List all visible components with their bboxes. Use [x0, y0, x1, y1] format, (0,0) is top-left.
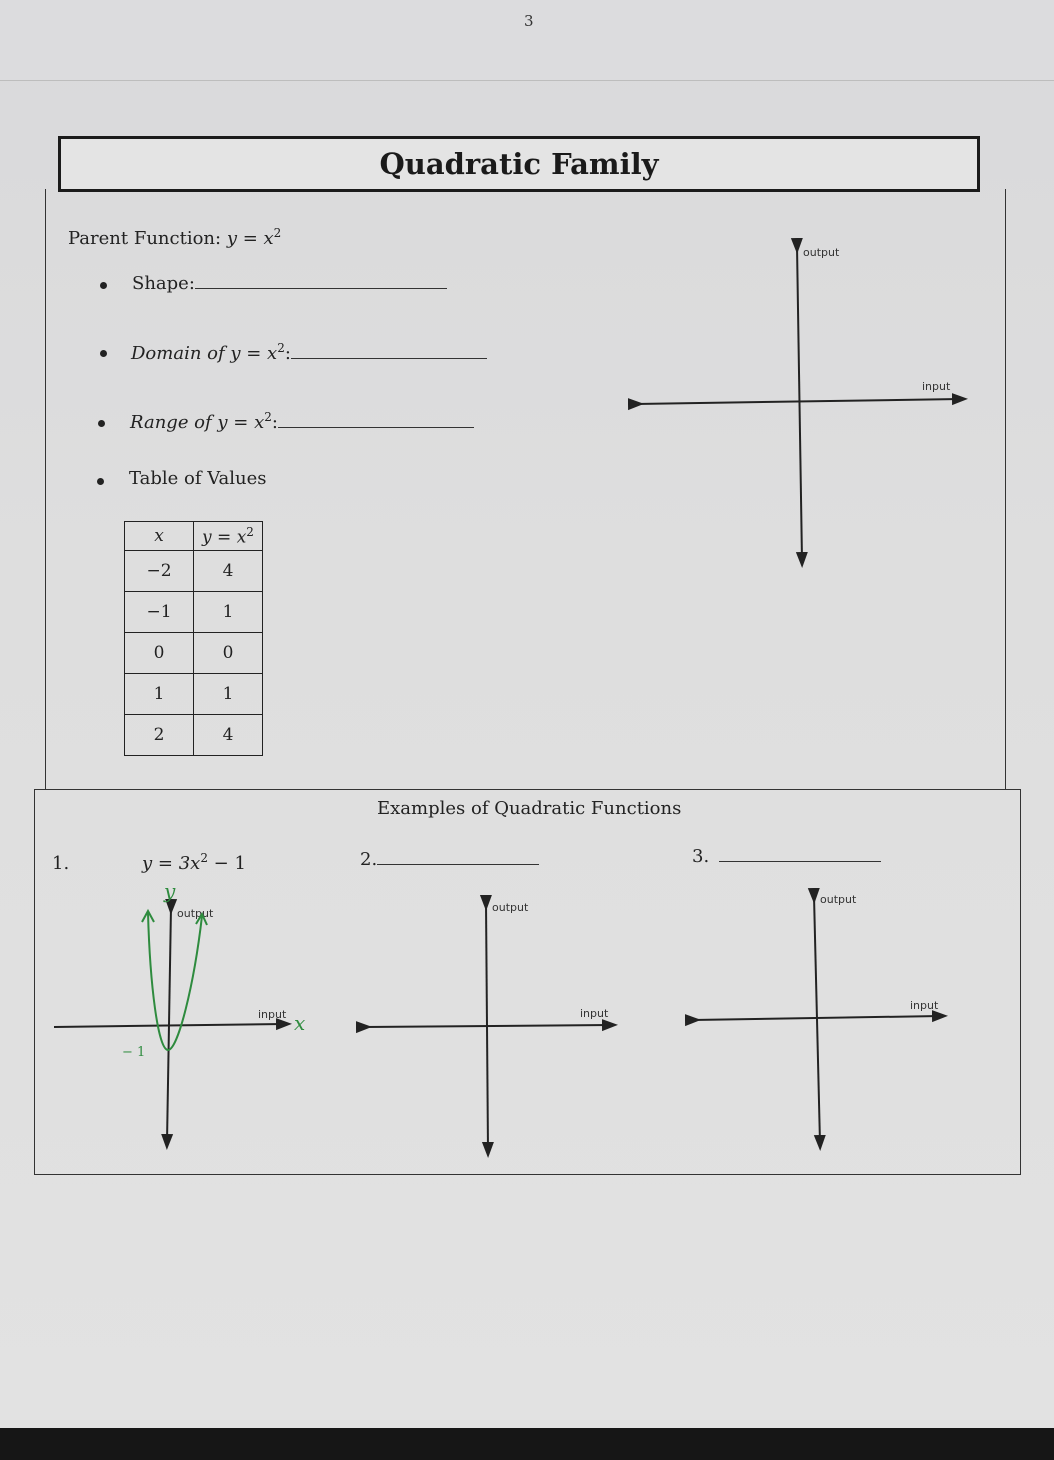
page-number: 3: [524, 12, 534, 30]
page-title: Quadratic Family: [379, 147, 659, 181]
range-colon: :: [271, 412, 278, 433]
example-1-output-label: output: [177, 907, 214, 920]
example-1-parabola: [148, 913, 202, 1050]
example-2-input-label: input: [580, 1007, 609, 1020]
example-2-axes: [364, 901, 610, 1150]
parent-input-axis: [636, 399, 960, 404]
example-2-output-label: output: [492, 901, 529, 914]
example-3-axes: [693, 893, 940, 1143]
example-2-input-axis: [364, 1025, 610, 1027]
handwritten-x-label: x: [294, 1011, 306, 1035]
table-header-y-exp: 2: [246, 524, 254, 539]
parent-function-exponent: 2: [273, 226, 282, 240]
parent-function-label: Parent Function:: [68, 228, 227, 249]
example-3-input-label: input: [910, 999, 939, 1012]
table-cell-y: 4: [194, 715, 263, 756]
example-1-number: 1.: [52, 853, 70, 874]
parent-output-label: output: [803, 246, 840, 259]
parent-function-equation: y = x: [226, 228, 274, 249]
table-cell-x: −1: [125, 592, 194, 633]
handwritten-intercept: − 1: [122, 1045, 146, 1060]
example-3-number: 3.: [692, 846, 710, 867]
example-3-output-axis: [814, 896, 820, 1143]
table-header-x: x: [125, 522, 194, 551]
example-1-axes: [54, 879, 305, 1142]
range-label: Range of y = x: [130, 412, 265, 433]
table-cell-y: 4: [194, 551, 263, 592]
domain-colon: :: [284, 343, 291, 364]
table-cell-y: 1: [194, 592, 263, 633]
parent-input-label: input: [922, 380, 951, 393]
table-cell-x: −2: [125, 551, 194, 592]
example-1-input-label: input: [258, 1008, 287, 1021]
table-of-values-label: Table of Values: [129, 468, 267, 489]
table-header-y-text: y = x: [202, 527, 247, 548]
parent-axes: [636, 246, 960, 560]
domain-label: Domain of y = x: [131, 343, 278, 364]
table-cell-y: 0: [194, 633, 263, 674]
examples-heading: Examples of Quadratic Functions: [377, 798, 682, 819]
bottom-bezel: [0, 1428, 1054, 1460]
example-3-output-label: output: [820, 893, 857, 906]
domain-exponent: 2: [277, 341, 285, 355]
table-cell-y: 1: [194, 674, 263, 715]
example-1-eq-text: y = 3x: [142, 853, 201, 874]
range-exponent: 2: [264, 410, 272, 424]
table-cell-x: 1: [125, 674, 194, 715]
example-2-number: 2.: [360, 849, 378, 870]
example-1-eq-suffix: − 1: [207, 853, 246, 874]
shape-label: Shape:: [132, 273, 195, 294]
handwritten-y-label: y: [164, 879, 176, 903]
example-1-eq-exp: 2: [200, 851, 208, 865]
table-cell-x: 2: [125, 715, 194, 756]
parent-output-axis: [797, 246, 802, 560]
table-cell-x: 0: [125, 633, 194, 674]
